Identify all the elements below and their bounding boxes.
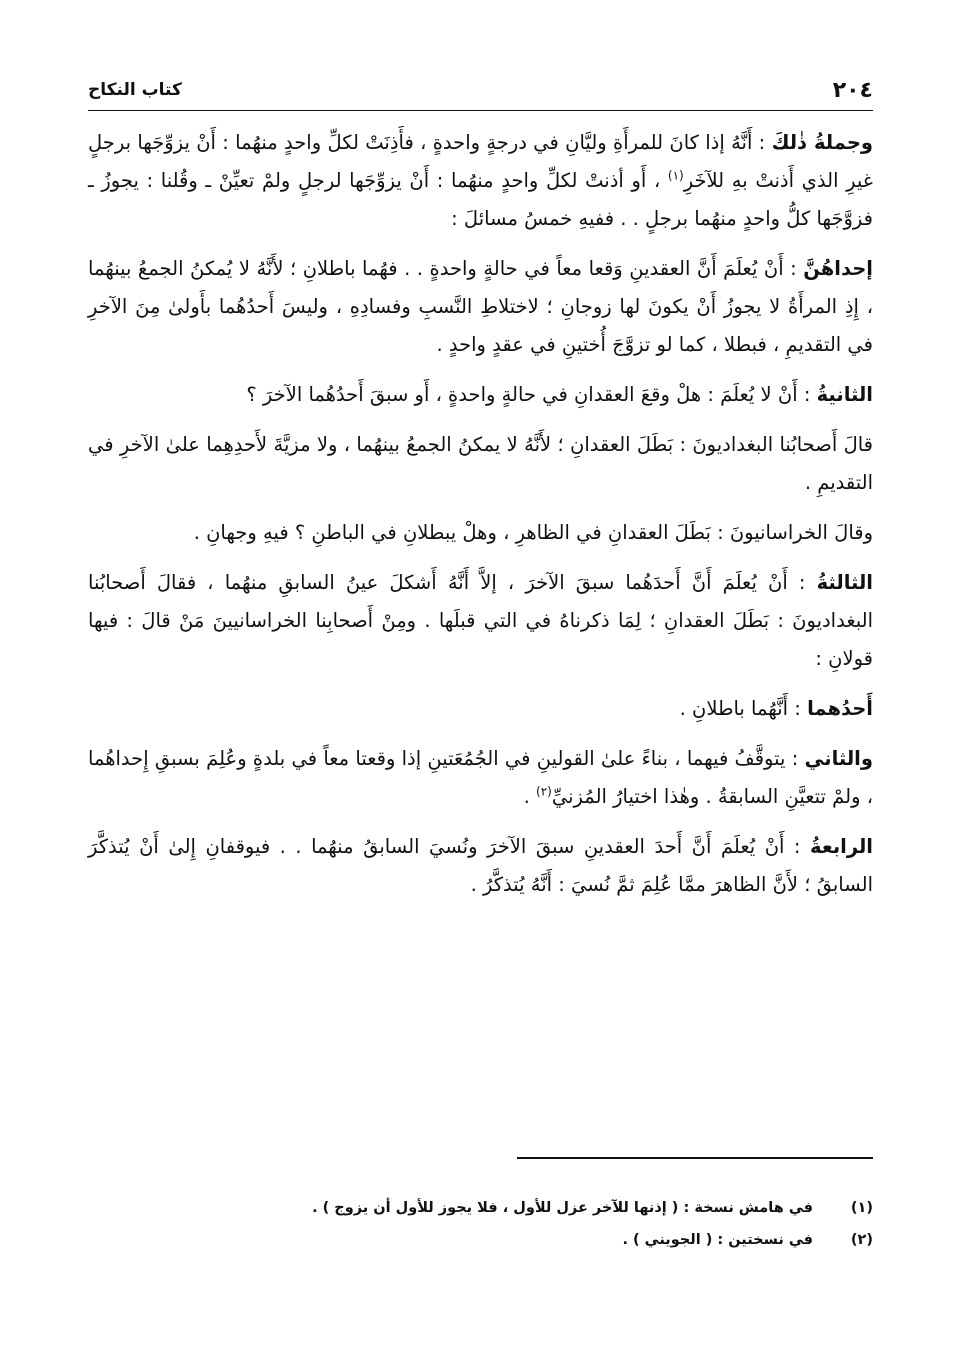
paragraph <box>88 740 873 816</box>
running-title: كتاب النكاح <box>88 80 182 100</box>
paragraph-text: : أَنَّهُ إذا كانَ للمرأَةِ وليَّانِ في درجةٍ واحدةٍ ، فأَذِنَتْ لكلِّ واحدٍ منهُما : أَنْ يزوِّجَها برجلٍ غيرِ الذي أَذنتْ بهِ للآخَرِ <box>88 131 873 192</box>
paragraph-lead: والثاني <box>804 747 873 770</box>
paragraph-text: : أَنَّهُما باطلانِ . <box>679 697 808 720</box>
footnote-number: (١) <box>850 1200 873 1216</box>
footnote-divider <box>517 1157 873 1159</box>
paragraph-text: : أَنْ يُعلَمَ أَنَّ العقدينِ وَقعا معاً في حالةٍ واحدةٍ . . فهُما باطلانِ ؛ لأَنَّهُ لا يُمكنُ الجمعُ بينهُما ، إِذِ المرأَةُ لا يجوزُ أَنْ يكونَ لها زوجانِ ؛ لاختلاطِ النَّسبِ وفسادِهِ ، وليسَ أَحدُهُما بأَولىٰ مِنَ الآخرِ في التقديمِ ، فبطلا ، كما لو تزوَّجَ أُختينِ في عقدٍ واحدٍ . <box>88 257 873 356</box>
paragraph-lead: الثالثةُ <box>816 571 873 594</box>
footnote-text: في نسختين : ( الجويني ) . <box>622 1232 813 1248</box>
paragraph <box>88 426 873 502</box>
paragraph-text: : أَنْ يُعلَمَ أَنَّ أَحدَ العقدينِ سبقَ الآخرَ ونُسيَ السابقُ منهُما . . فيوقفانِ إِلىٰ أَنْ يُتذكَّرَ السابقُ ؛ لأَنَّ الظاهرَ ممَّا عُلِمَ ثمَّ نُسيَ : أَنَّهُ يُتذكَّرُ . <box>88 835 873 896</box>
paragraph-text-continued: . <box>523 785 537 808</box>
paragraph-text: : يتوقَّفُ فيهما ، بناءً علىٰ القولينِ في الجُمُعَتينِ إذا وقعتا معاً في بلدةٍ وعُلِمَ بسبقِ إِحداهُما ، ولمْ تتعيَّنِ السابقةُ . وهٰذا اختيارُ المُزنيِّ <box>88 747 873 808</box>
paragraph-lead: الثانيةُ <box>816 383 873 406</box>
paragraph-lead: أَحدُهما <box>807 697 873 720</box>
paragraph <box>88 250 873 364</box>
paragraph-text: وقالَ الخراسانيونَ : بَطَلَ العقدانِ في الظاهرِ ، وهلْ يبطلانِ في الباطنِ ؟ فيهِ وجهانِ . <box>193 521 873 544</box>
page-number: ٢٠٤ <box>832 78 873 103</box>
footnote-reference: (٢) <box>536 784 552 799</box>
paragraph <box>88 564 873 678</box>
paragraph-lead: وجملةُ ذٰلكَ <box>771 131 874 154</box>
paragraph <box>88 376 873 414</box>
footnote-text: في هامش نسخة : ( إذنها للآخر عزل للأول ، فلا يجوز للأول أن يزوج ) . <box>312 1200 813 1216</box>
paragraph-text: : أَنْ يُعلَمَ أَنَّ أَحدَهُما سبقَ الآخرَ ، إلاَّ أَنَّهُ أَشكلَ عينُ السابقِ منهُما ، فقالَ أَصحابُنا البغداديونَ : بَطَلَ العقدانِ ؛ لِمَا ذكرناهُ في التي قبلَها . ومِنْ أَصحابِنا الخراسانيينَ مَنْ قالَ : فيها قولانِ : <box>88 571 873 670</box>
page-body <box>88 124 873 916</box>
footnotes <box>88 1192 873 1256</box>
page-header <box>88 76 873 111</box>
paragraph <box>88 514 873 552</box>
footnote <box>88 1192 873 1224</box>
paragraph <box>88 690 873 728</box>
paragraph <box>88 828 873 904</box>
paragraph <box>88 124 873 238</box>
footnote <box>88 1224 873 1256</box>
paragraph-text: قالَ أَصحابُنا البغداديونَ : بَطَلَ العقدانِ ؛ لأَنَّهُ لا يمكنُ الجمعُ بينهُما ، ولا مزيَّةَ لأَحدِهِما علىٰ الآخرِ في التقديمِ . <box>88 433 873 494</box>
footnote-number: (٢) <box>850 1232 873 1248</box>
footnote-reference: (١) <box>667 168 684 183</box>
paragraph-lead: إحداهُنَّ <box>803 257 873 280</box>
paragraph-text-continued: ، أَو أذنتْ لكلِّ واحدٍ منهُما : أَنْ يزوِّجَها لرجلٍ ولمْ تعيِّنْ ـ وقُلنا : يجوزُ ـ فزوَّجَها كلُّ واحدٍ منهُما برجلٍ . . ففيهِ خمسُ مسائلَ : <box>88 169 873 230</box>
paragraph-text: : أَنْ لا يُعلَمَ : هلْ وقعَ العقدانِ في حالةٍ واحدةٍ ، أَو سبقَ أَحدُهُما الآخرَ ؟ <box>246 383 817 406</box>
paragraph-lead: الرابعةُ <box>810 835 873 858</box>
